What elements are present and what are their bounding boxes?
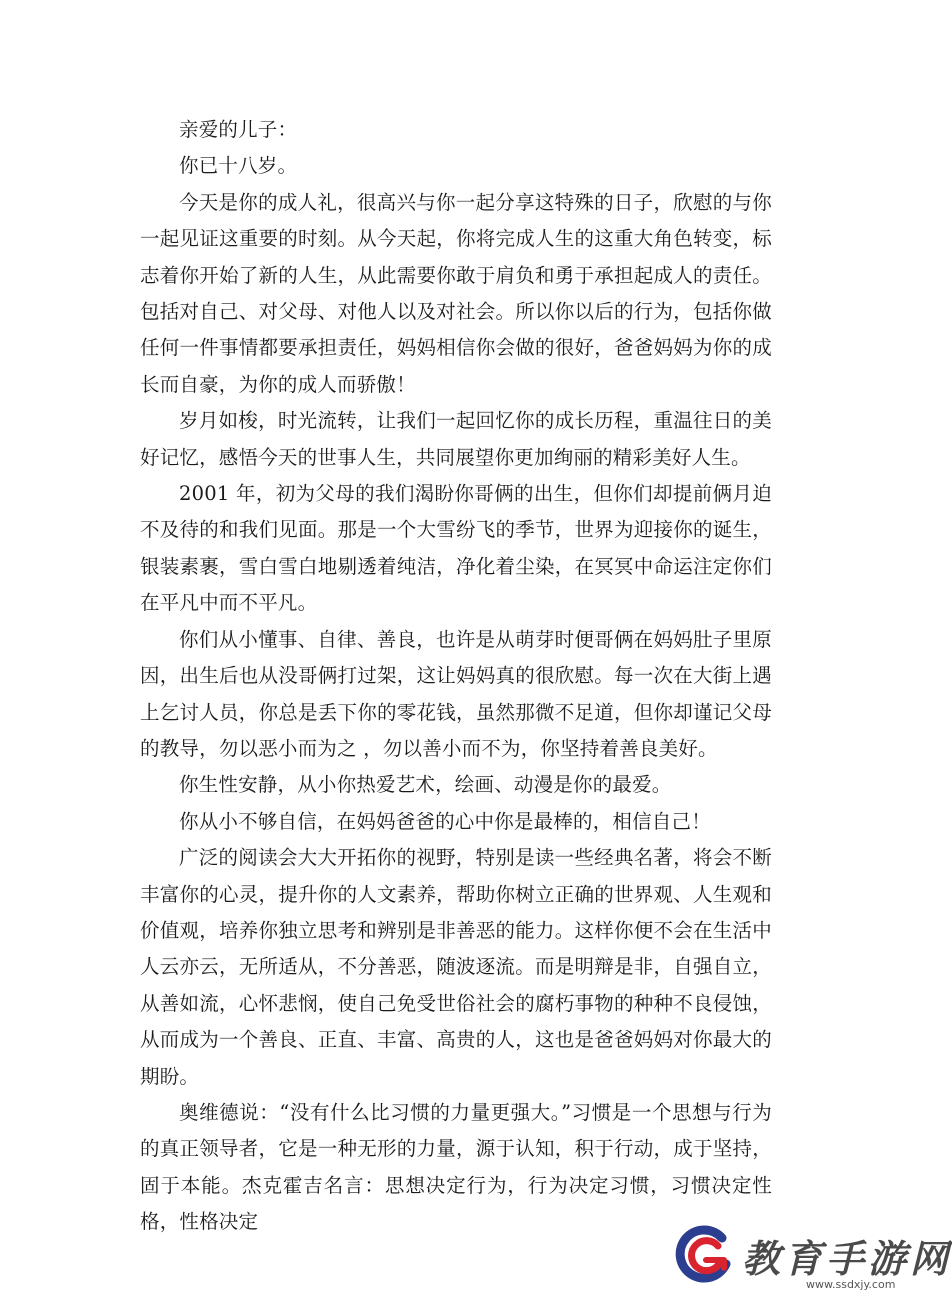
- letter-paragraph: 你从小不够自信，在妈妈爸爸的心中你是最棒的，相信自己！: [179, 809, 711, 833]
- letter-paragraph: 你生性安静，从小你热爱艺术，绘画、动漫是你的最爱。: [179, 773, 672, 797]
- letter-paragraph: 岁月如梭，时光流转，让我们一起回忆你的成长历程，重温往日的美好记忆，感悟今天的世事人生，共同展望你更加绚丽的精彩美好人生。: [140, 409, 772, 469]
- stylized-g-icon: [672, 1224, 736, 1288]
- letter-paragraph: 广泛的阅读会大大开拓你的视野，特别是读一些经典名著，将会不断丰富你的心灵，提升你的人文素养，帮助你树立正确的世界观、人生观和价值观，培养你独立思考和辨别是非善恶的能力。这样你便不会在生活中人云亦云，无所适从，不分善恶，随波逐流。而是明辩是非，自强自立，从善如流，心怀悲悯，使自己免受世俗社会的腐朽事物的种种不良侵蚀，从而成为一个善良、正直、丰富、高贵的人，这也是爸爸妈妈对你最大的期盼。: [140, 846, 772, 1088]
- letter-paragraph: 你已十八岁。: [179, 154, 298, 178]
- watermark-url: www.ssdxjy.com: [806, 1278, 896, 1291]
- site-watermark: [672, 1218, 952, 1300]
- watermark-title: 教育手游网: [742, 1237, 952, 1281]
- letter-paragraph: 2001 年，初为父母的我们渴盼你哥俩的出生，但你们却提前俩月迫不及待的和我们见面。那是一个大雪纷飞的季节，世界为迎接你的诞生，银装素裹，雪白雪白地剔透着纯洁，净化着尘染，在冥冥中命运注定你们在平凡中而不平凡。: [140, 482, 772, 615]
- letter-paragraph: 奥维德说：“没有什么比习惯的力量更强大。”习惯是一个思想与行为的真正领导者，它是一种无形的力量，源于认知，积于行动，成于坚持，固于本能。杰克霍吉名言：思想决定行为，行为决定习惯，习惯决定性格，性格决定: [140, 1100, 772, 1234]
- letter-salutation: 亲爱的儿子：: [179, 118, 298, 141]
- letter-body: [140, 112, 772, 1241]
- letter-paragraph: 你们从小懂事、自律、善良，也许是从萌芽时便哥俩在妈妈肚子里原因，出生后也从没哥俩打过架，这让妈妈真的很欣慰。每一次在大街上遇上乞讨人员，你总是丢下你的零花钱，虽然那微不足道，但你却谨记父母的教导，勿以恶小而为之 ，勿以善小而不为，你坚持着善良美好。: [140, 627, 772, 760]
- letter-paragraph: 今天是你的成人礼，很高兴与你一起分享这特殊的日子，欣慰的与你一起见证这重要的时刻。从今天起，你将完成人生的这重大角色转变，标志着你开始了新的人生，从此需要你敢于肩负和勇于承担起成人的责任。包括对自己、对父母、对他人以及对社会。所以你以后的行为，包括你做任何一件事情都要承担责任，妈妈相信你会做的很好，爸爸妈妈为你的成长而自豪，为你的成人而骄傲！: [140, 190, 772, 396]
